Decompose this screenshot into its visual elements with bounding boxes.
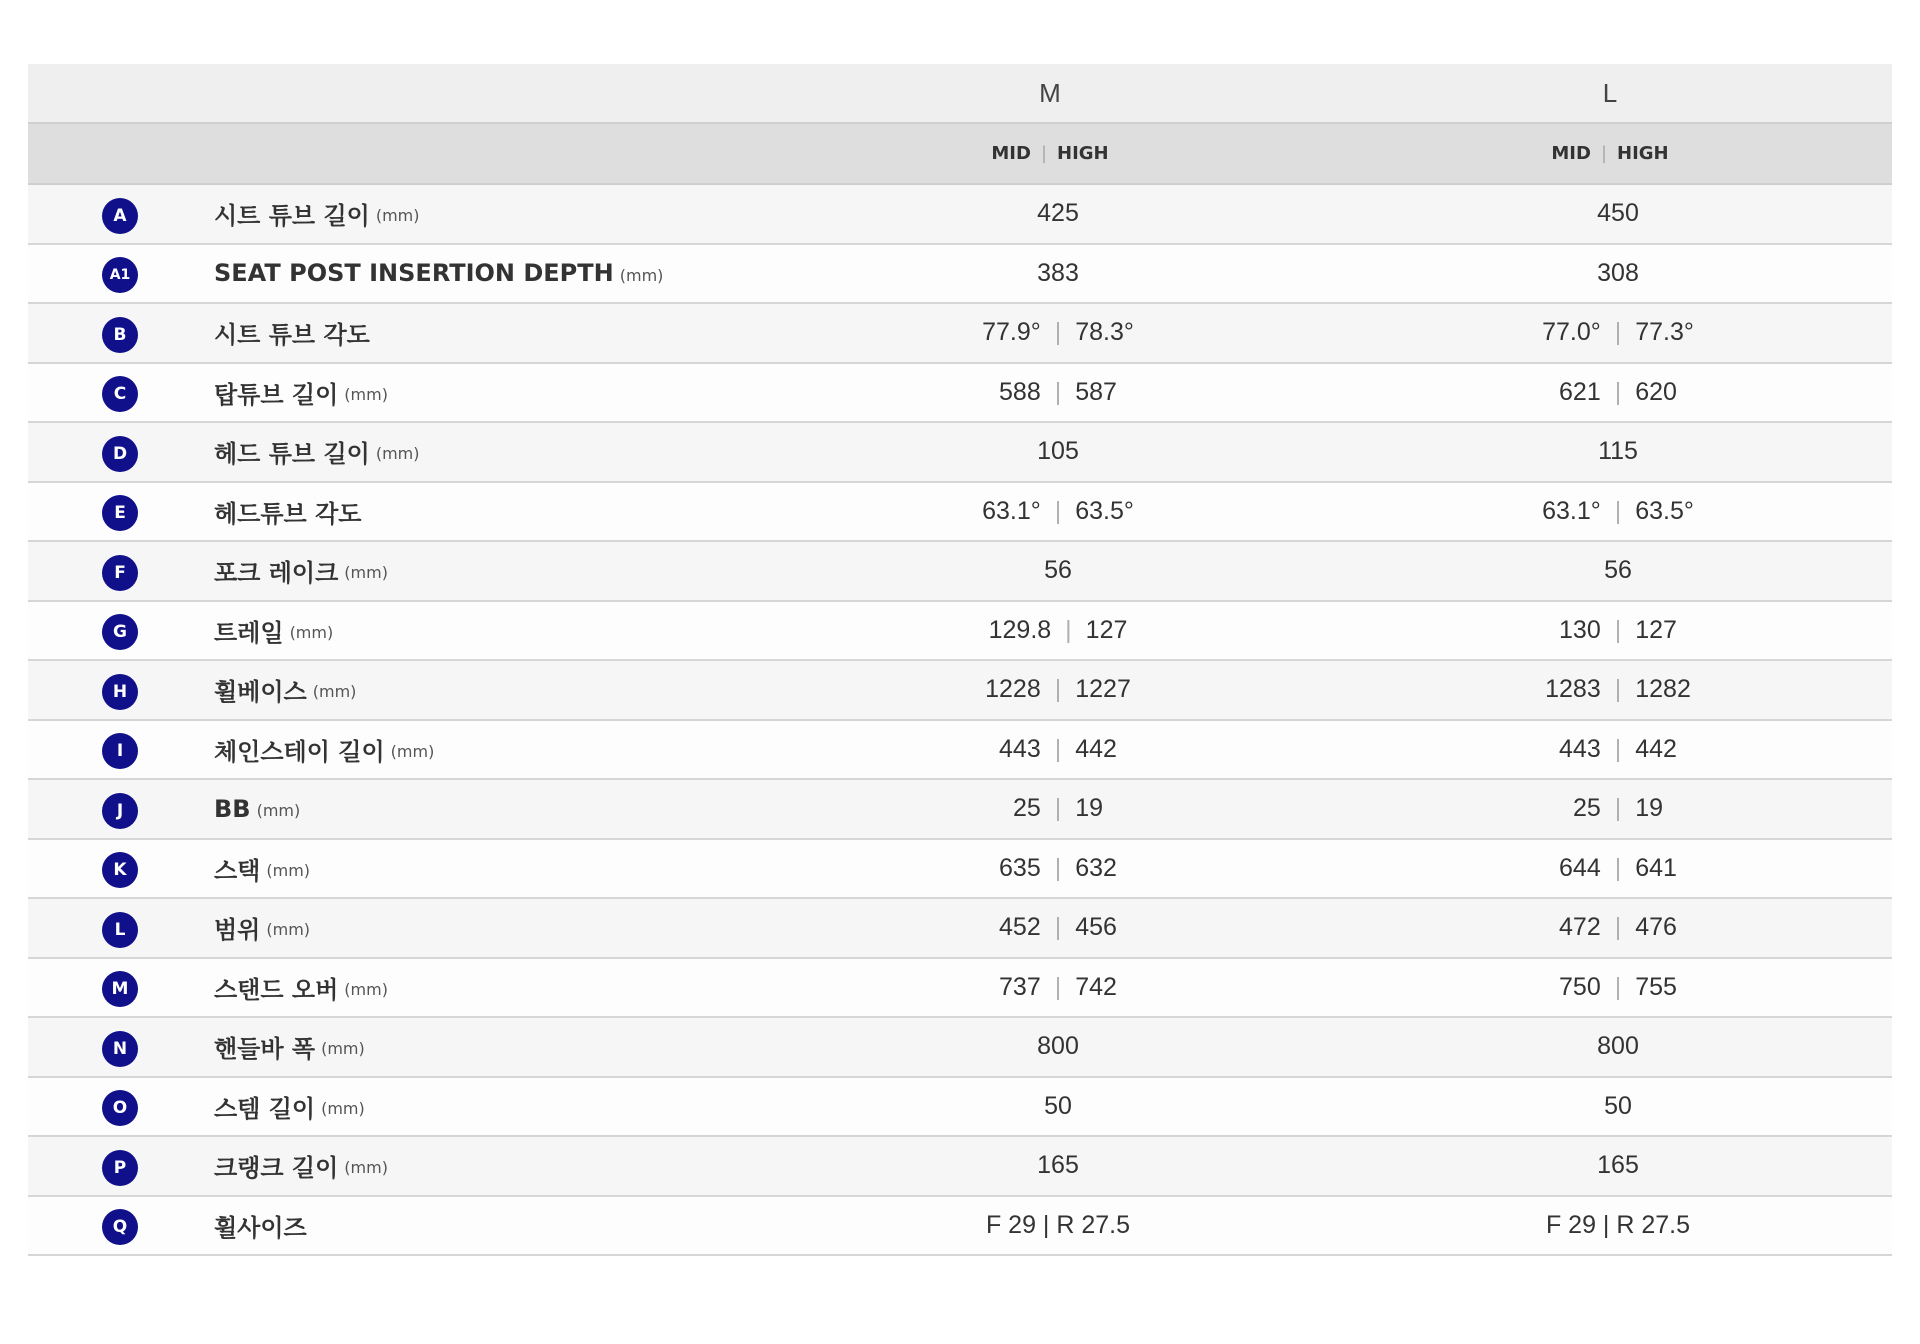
- value-high: 77.3°: [1635, 318, 1694, 347]
- value-separator: |: [1054, 853, 1062, 882]
- measurement-code-badge: K: [102, 852, 138, 888]
- value-cell-m: [1037, 423, 1079, 481]
- value-single: F 29 | R 27.5: [1545, 1210, 1691, 1239]
- value-separator: |: [1614, 377, 1622, 406]
- value-high: 742: [1075, 972, 1117, 1001]
- value-separator: |: [1614, 913, 1622, 942]
- unit-label: (mm): [344, 1158, 388, 1178]
- value-separator: |: [1065, 615, 1072, 644]
- table-row: [28, 602, 1892, 662]
- value-cell-l: [1597, 1137, 1639, 1195]
- value-high: 127: [1635, 615, 1677, 644]
- value-single: 425: [1037, 199, 1079, 228]
- value-separator: |: [1614, 615, 1622, 644]
- value-single: 105: [1037, 437, 1079, 466]
- value-cell-m: [1044, 1078, 1072, 1136]
- value-separator: |: [1614, 318, 1622, 347]
- measurement-code-badge: P: [102, 1150, 138, 1186]
- value-mid: 737: [999, 972, 1041, 1001]
- measurement-name: 트레일: [214, 618, 284, 647]
- measurement-code-badge: A: [102, 198, 138, 234]
- unit-label: (mm): [312, 682, 357, 702]
- value-high: 456: [1075, 913, 1117, 942]
- size-label-l: L: [1602, 78, 1618, 108]
- measurement-label: [214, 840, 310, 898]
- value-mid: 588: [999, 377, 1041, 406]
- measurement-label: [214, 959, 388, 1017]
- measurement-label: [214, 780, 300, 838]
- table-row: [28, 840, 1892, 900]
- unit-label: (mm): [390, 741, 435, 761]
- measurement-label: [214, 364, 388, 422]
- position-mid-label: MID: [1551, 143, 1591, 164]
- measurement-label: [214, 1018, 365, 1076]
- measurement-name: 체인스테이 길이: [214, 737, 385, 766]
- value-single: 308: [1597, 258, 1639, 287]
- measurement-code-badge: I: [102, 733, 138, 769]
- measurement-label: [214, 304, 370, 362]
- value-single: 165: [1597, 1151, 1639, 1180]
- table-row: [28, 1018, 1892, 1078]
- measurement-name: 휠베이스: [214, 678, 307, 707]
- value-cell-l: [1597, 245, 1639, 303]
- value-separator: |: [1054, 734, 1062, 763]
- value-mid: 644: [1559, 853, 1601, 882]
- value-cell-m: [999, 364, 1117, 422]
- value-cell-l: [1559, 364, 1677, 422]
- value-cell-m: [1037, 185, 1079, 243]
- size-header-row: [28, 64, 1892, 124]
- table-row: [28, 245, 1892, 305]
- value-single: 165: [1037, 1151, 1079, 1180]
- value-cell-l: [1597, 1018, 1639, 1076]
- value-high: 442: [1075, 734, 1117, 763]
- value-cell-l: [1559, 899, 1677, 957]
- value-single: 56: [1044, 556, 1072, 585]
- table-row: [28, 899, 1892, 959]
- value-cell-l: [1573, 780, 1663, 838]
- value-mid: 63.1°: [1542, 496, 1601, 525]
- value-cell-m: [999, 840, 1117, 898]
- position-high-label: HIGH: [1617, 143, 1669, 164]
- value-single: F 29 | R 27.5: [985, 1210, 1131, 1239]
- value-cell-m: [1044, 542, 1072, 600]
- value-single: 383: [1037, 258, 1079, 287]
- value-cell-m: [999, 721, 1117, 779]
- value-separator: |: [1054, 972, 1062, 1001]
- value-high: 1227: [1075, 675, 1131, 704]
- value-mid: 472: [1559, 913, 1601, 942]
- measurement-name: 범위: [214, 916, 261, 945]
- unit-label: (mm): [321, 1039, 365, 1059]
- value-high: 755: [1635, 972, 1677, 1001]
- value-high: 476: [1635, 913, 1677, 942]
- value-cell-l: [1559, 721, 1677, 779]
- value-high: 63.5°: [1075, 496, 1134, 525]
- value-mid: 63.1°: [982, 496, 1041, 525]
- table-row: [28, 185, 1892, 245]
- measurement-label: [214, 661, 356, 719]
- measurement-label: [214, 602, 333, 660]
- value-cell-m: [1013, 780, 1103, 838]
- value-separator: |: [1054, 377, 1062, 406]
- table-row: [28, 1197, 1892, 1257]
- unit-label: (mm): [344, 979, 388, 999]
- value-cell-m: [999, 899, 1117, 957]
- value-high: 632: [1075, 853, 1117, 882]
- value-mid: 77.9°: [982, 318, 1041, 347]
- measurement-label: [214, 185, 419, 243]
- measurement-code-badge: E: [102, 495, 138, 531]
- value-cell-m: [1037, 1137, 1079, 1195]
- table-row: [28, 1137, 1892, 1197]
- measurement-name: 시트 튜브 길이: [214, 202, 370, 231]
- position-separator: |: [1600, 143, 1608, 164]
- value-separator: |: [1054, 496, 1062, 525]
- value-mid: 1228: [985, 675, 1041, 704]
- value-cell-l: [1542, 304, 1694, 362]
- value-high: 63.5°: [1635, 496, 1694, 525]
- measurement-name: 스탠드 오버: [214, 975, 339, 1004]
- unit-label: (mm): [256, 801, 301, 821]
- position-header-l: [1551, 124, 1668, 183]
- value-separator: |: [1614, 972, 1622, 1001]
- table-row: [28, 364, 1892, 424]
- measurement-name: 포크 레이크: [214, 559, 339, 588]
- value-separator: |: [1054, 318, 1062, 347]
- value-single: 800: [1597, 1032, 1639, 1061]
- value-cell-l: [1559, 840, 1677, 898]
- measurement-name: 헤드 튜브 길이: [214, 440, 370, 469]
- measurement-label: [214, 542, 388, 600]
- value-high: 1282: [1635, 675, 1691, 704]
- measurement-code-badge: O: [102, 1090, 138, 1126]
- measurement-code-badge: B: [102, 317, 138, 353]
- value-cell-m: [1037, 1018, 1079, 1076]
- measurement-code-badge: N: [102, 1031, 138, 1067]
- value-cell-m: [985, 661, 1131, 719]
- measurement-name: 핸들바 폭: [214, 1035, 316, 1064]
- size-label-m: M: [1039, 78, 1061, 108]
- value-separator: |: [1054, 913, 1062, 942]
- value-high: 19: [1635, 794, 1664, 823]
- value-cell-l: [1604, 1078, 1632, 1136]
- geometry-table: [28, 64, 1892, 1256]
- measurement-code-badge: D: [102, 436, 138, 472]
- value-separator: |: [1614, 675, 1622, 704]
- value-single: 450: [1597, 199, 1639, 228]
- value-single: 50: [1044, 1091, 1072, 1120]
- geometry-rows: [28, 185, 1892, 1256]
- value-cell-l: [1559, 959, 1677, 1017]
- value-separator: |: [1614, 794, 1622, 823]
- measurement-label: [214, 483, 361, 541]
- unit-label: (mm): [375, 444, 420, 464]
- measurement-code-badge: Q: [102, 1209, 138, 1245]
- measurement-name: 시트 튜브 각도: [214, 321, 370, 350]
- measurement-name: 탑튜브 길이: [214, 380, 339, 409]
- value-mid: 452: [999, 913, 1041, 942]
- value-high: 127: [1085, 615, 1128, 644]
- value-cell-m: [986, 1197, 1130, 1255]
- measurement-name: 스템 길이: [214, 1094, 316, 1123]
- value-separator: |: [1054, 794, 1062, 823]
- table-row: [28, 959, 1892, 1019]
- measurement-code-badge: C: [102, 376, 138, 412]
- measurement-code-badge: H: [102, 674, 138, 710]
- value-single: 56: [1604, 556, 1632, 585]
- table-row: [28, 1078, 1892, 1138]
- measurement-name: 크랭크 길이: [214, 1154, 339, 1183]
- value-high: 442: [1635, 734, 1677, 763]
- value-cell-m: [982, 304, 1134, 362]
- value-cell-l: [1546, 1197, 1690, 1255]
- table-row: [28, 423, 1892, 483]
- value-separator: |: [1054, 675, 1062, 704]
- measurement-code-badge: J: [102, 793, 138, 829]
- value-single: 800: [1037, 1032, 1079, 1061]
- position-separator: |: [1040, 143, 1048, 164]
- value-high: 19: [1075, 794, 1104, 823]
- measurement-code-badge: L: [102, 912, 138, 948]
- value-mid: 1283: [1545, 675, 1601, 704]
- value-cell-m: [989, 602, 1128, 660]
- value-cell-l: [1559, 602, 1677, 660]
- value-mid: 621: [1559, 377, 1601, 406]
- measurement-code-badge: G: [102, 614, 138, 650]
- measurement-name: SEAT POST INSERTION DEPTH: [214, 259, 614, 288]
- unit-label: (mm): [344, 384, 388, 404]
- table-row: [28, 483, 1892, 543]
- measurement-label: [214, 1078, 365, 1136]
- value-mid: 443: [999, 734, 1041, 763]
- measurement-label: [214, 1137, 388, 1195]
- measurement-name: 헤드튜브 각도: [214, 499, 362, 528]
- value-cell-l: [1597, 185, 1639, 243]
- value-cell-m: [999, 959, 1117, 1017]
- unit-label: (mm): [266, 860, 311, 880]
- value-mid: 77.0°: [1542, 318, 1601, 347]
- value-cell-l: [1545, 661, 1691, 719]
- value-single: 50: [1604, 1091, 1632, 1120]
- measurement-label: [214, 423, 419, 481]
- measurement-code-badge: M: [102, 971, 138, 1007]
- measurement-label: [214, 899, 310, 957]
- unit-label: (mm): [266, 920, 311, 940]
- measurement-name: 스택: [214, 856, 261, 885]
- value-mid: 130: [1559, 615, 1601, 644]
- value-cell-m: [982, 483, 1134, 541]
- unit-label: (mm): [375, 206, 420, 226]
- position-header-row: [28, 124, 1892, 185]
- measurement-code-badge: F: [102, 555, 138, 591]
- value-mid: 25: [1012, 794, 1041, 823]
- table-row: [28, 721, 1892, 781]
- value-high: 620: [1635, 377, 1677, 406]
- table-row: [28, 304, 1892, 364]
- table-row: [28, 542, 1892, 602]
- measurement-label: [214, 721, 434, 779]
- value-high: 78.3°: [1075, 318, 1134, 347]
- value-mid: 129.8: [988, 615, 1052, 644]
- measurement-label: [214, 245, 663, 303]
- value-cell-l: [1542, 483, 1694, 541]
- value-mid: 25: [1572, 794, 1601, 823]
- value-separator: |: [1614, 734, 1622, 763]
- table-row: [28, 780, 1892, 840]
- measurement-label: [214, 1197, 307, 1255]
- measurement-name: BB: [214, 794, 251, 823]
- position-mid-label: MID: [991, 143, 1031, 164]
- position-header-m: [991, 124, 1108, 183]
- unit-label: (mm): [321, 1098, 365, 1118]
- position-high-label: HIGH: [1057, 143, 1109, 164]
- value-cell-l: [1604, 542, 1632, 600]
- table-row: [28, 661, 1892, 721]
- value-cell-l: [1598, 423, 1638, 481]
- unit-label: (mm): [344, 563, 388, 583]
- measurement-code-badge: A1: [102, 257, 138, 293]
- value-high: 641: [1635, 853, 1677, 882]
- value-mid: 443: [1559, 734, 1601, 763]
- value-mid: 750: [1559, 972, 1601, 1001]
- value-cell-m: [1037, 245, 1079, 303]
- unit-label: (mm): [289, 622, 334, 642]
- value-single: 115: [1598, 437, 1638, 466]
- value-separator: |: [1614, 496, 1622, 525]
- value-high: 587: [1075, 377, 1117, 406]
- value-mid: 635: [999, 853, 1041, 882]
- unit-label: (mm): [619, 265, 664, 285]
- measurement-name: 휠사이즈: [214, 1213, 307, 1242]
- value-separator: |: [1614, 853, 1622, 882]
